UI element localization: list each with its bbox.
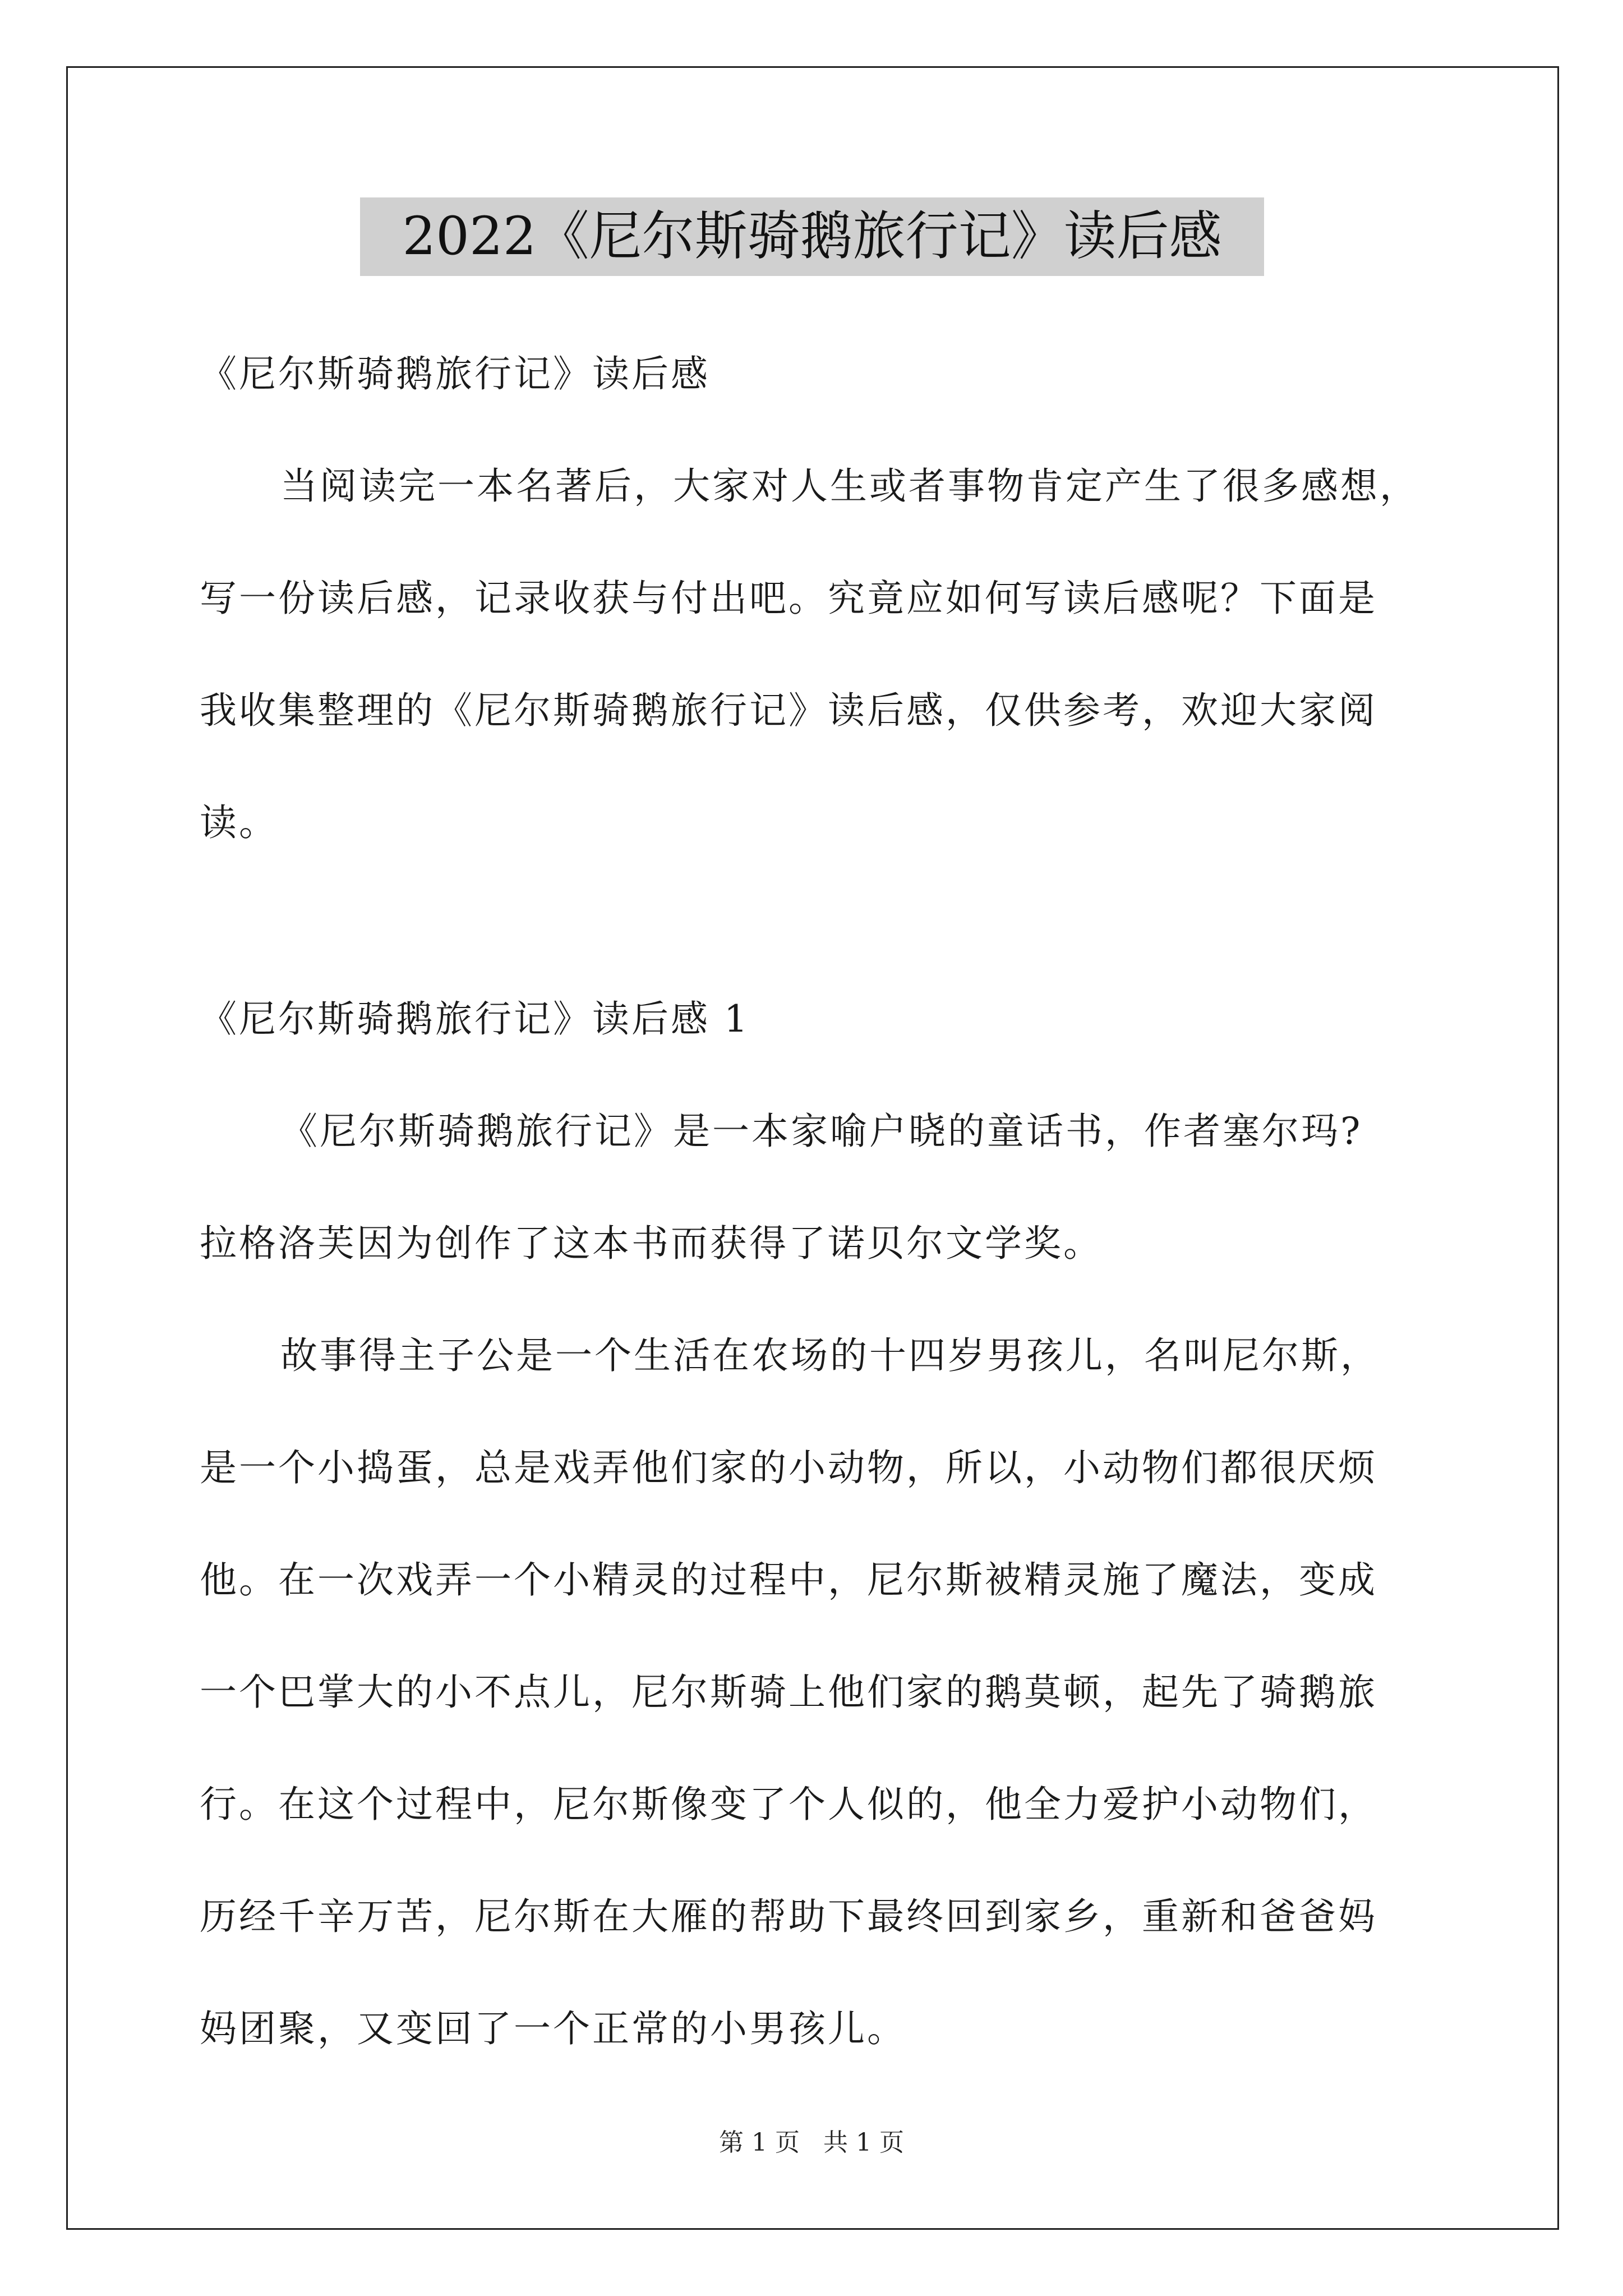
paragraph-line: 《尼尔斯骑鹅旅行记》是一本家喻户晓的童话书，作者塞尔玛? [280,1110,1363,1153]
paragraph-line: 妈团聚，又变回了一个正常的小男孩儿。 [200,2007,906,2050]
paragraph-line: 他。在一次戏弄一个小精灵的过程中，尼尔斯被精灵施了魔法，变成 [200,1558,1377,1602]
paragraph-line: 故事得主子公是一个生活在农场的十四岁男孩儿，名叫尼尔斯， [280,1334,1380,1377]
subtitle: 《尼尔斯骑鹅旅行记》读后感 [200,352,710,395]
paragraph-line: 拉格洛芙因为创作了这本书而获得了诺贝尔文学奖。 [200,1222,1103,1265]
intro-line: 读。 [200,801,278,844]
section-heading: 《尼尔斯骑鹅旅行记》读后感 1 [200,997,750,1041]
intro-line: 写一份读后感，记录收获与付出吧。究竟应如何写读后感呢？下面是 [200,577,1377,620]
intro-line: 我收集整理的《尼尔斯骑鹅旅行记》读后感，仅供参考，欢迎大家阅 [200,689,1377,732]
document-title: 2022《尼尔斯骑鹅旅行记》读后感 [360,197,1264,276]
paragraph-line: 是一个小捣蛋，总是戏弄他们家的小动物，所以，小动物们都很厌烦 [200,1446,1377,1489]
intro-line: 当阅读完一本名著后，大家对人生或者事物肯定产生了很多感想， [280,464,1419,508]
paragraph-line: 一个巴掌大的小不点儿，尼尔斯骑上他们家的鹅莫顿，起先了骑鹅旅 [200,1671,1377,1714]
paragraph-line: 历经千辛万苦，尼尔斯在大雁的帮助下最终回到家乡，重新和爸爸妈 [200,1895,1377,1938]
page-number-footer: 第 1 页 共 1 页 [719,2128,904,2157]
paragraph-line: 行。在这个过程中，尼尔斯像变了个人似的，他全力爱护小动物们， [200,1783,1377,1826]
